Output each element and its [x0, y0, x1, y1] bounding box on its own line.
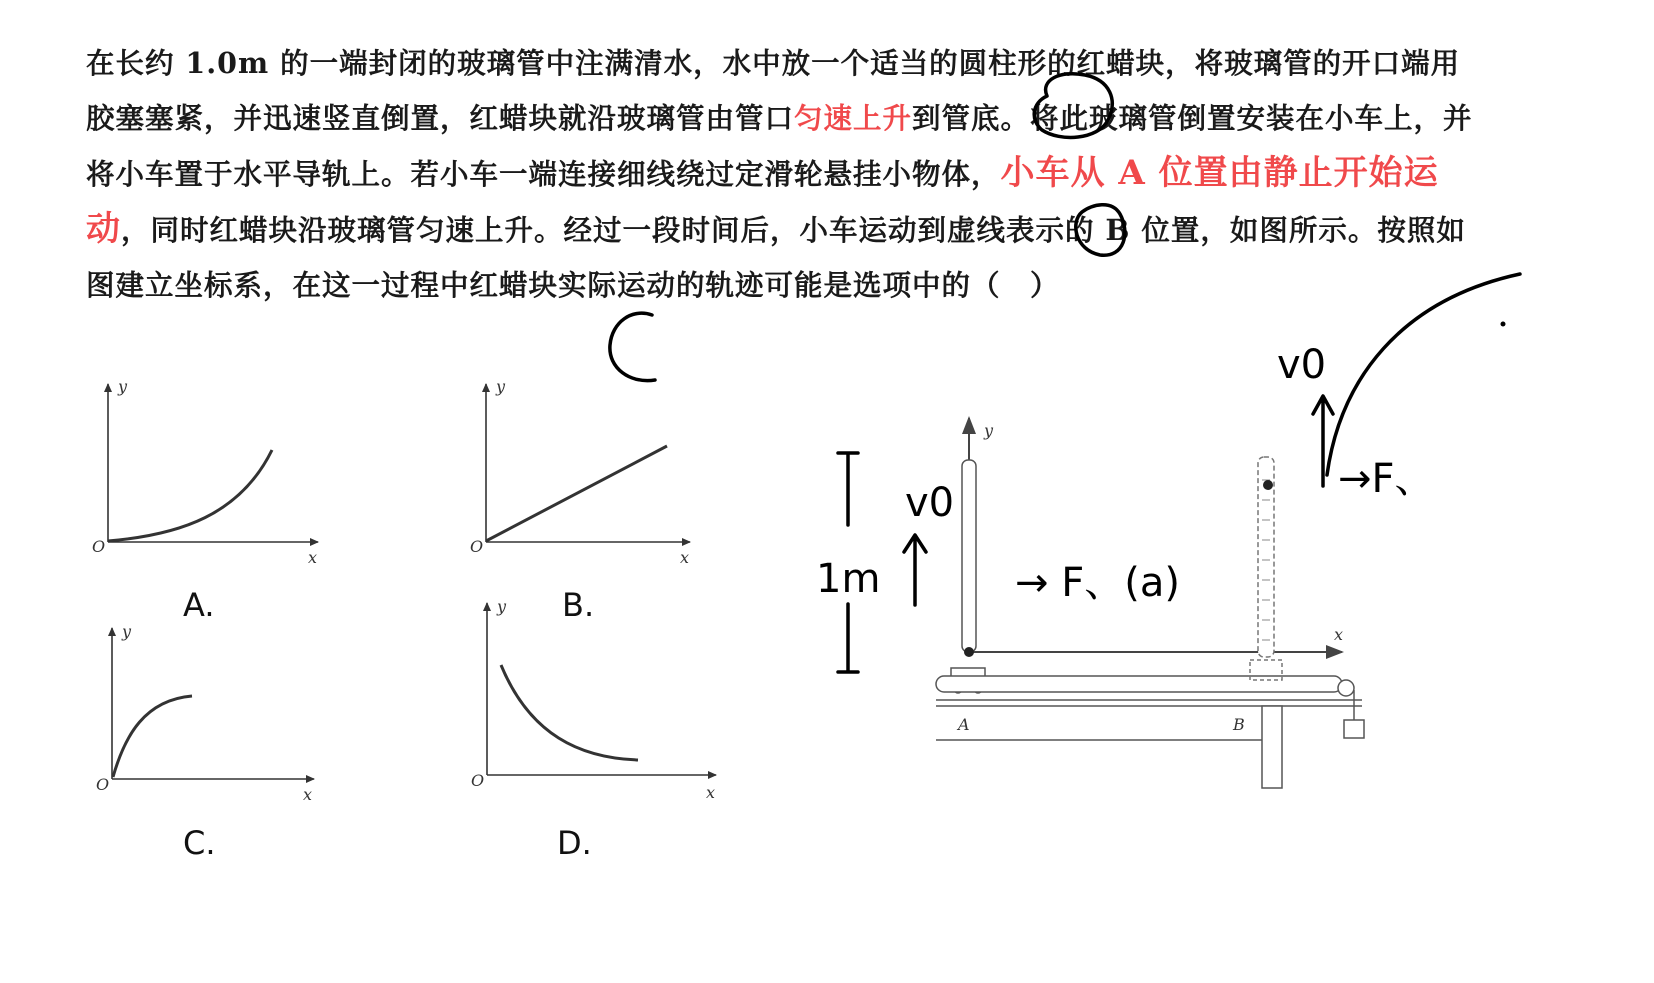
position-b-label: B	[1233, 715, 1245, 734]
track	[936, 676, 1342, 692]
highlight-cart-start: 小车从 A 位置由静止开始运动	[86, 153, 1439, 249]
wax-block-b	[1263, 480, 1273, 490]
length-label: 1m	[816, 556, 881, 602]
wax-block-a	[964, 647, 974, 657]
apparatus-y-label: y	[984, 421, 994, 440]
length-bracket-top	[838, 453, 858, 525]
question-seg1: 在长约 1.0m 的一端封闭的玻璃管中注满清水，水中放一个适当的圆柱形的红蜡块，将玻璃管的开口端用胶塞塞紧，并迅速竖直倒置，红蜡块就沿玻璃管由管口	[86, 46, 1461, 135]
force-right-label: →F、	[1338, 456, 1435, 502]
highlight-uniform-rise: 匀速上升	[794, 101, 913, 135]
v0-left-label: v0	[905, 480, 955, 526]
y-axis-label: y	[496, 377, 506, 396]
x-axis-label: x	[706, 783, 716, 802]
curve-d	[501, 665, 638, 760]
handwritten-annotations	[610, 74, 1520, 672]
v0-right-label: v0	[1277, 342, 1327, 388]
origin-label: O	[96, 775, 110, 794]
question-seg2: 到管底。将此玻璃管倒置安装在小车上，并将小车置于水平导轨上。若小车一端连接细线绕过定滑轮悬挂小物体，	[86, 101, 1473, 191]
hanging-mass	[1344, 720, 1364, 738]
option-c-label[interactable]: C.	[183, 824, 216, 862]
position-a-label: A	[958, 715, 970, 734]
curve-c	[113, 696, 192, 777]
option-c-graph[interactable]	[96, 622, 314, 804]
circle-mark-1	[1034, 74, 1112, 138]
v0-left-arrow	[904, 535, 926, 605]
trajectory-sketch	[1327, 274, 1520, 475]
option-a-graph[interactable]	[92, 377, 318, 567]
circle-mark-answer	[610, 313, 655, 380]
origin-label: O	[471, 771, 485, 790]
apparatus-x-label: x	[1334, 625, 1344, 644]
v0-right-arrow	[1313, 396, 1333, 486]
option-b-graph[interactable]	[470, 377, 690, 567]
x-axis-label: x	[308, 548, 318, 567]
circle-mark-2	[1076, 205, 1125, 256]
x-axis-label: x	[680, 548, 690, 567]
glass-tube-a	[962, 460, 976, 652]
origin-label: O	[470, 537, 484, 556]
y-axis-label: y	[497, 597, 507, 616]
curve-b	[486, 446, 667, 541]
pulley	[1338, 680, 1354, 696]
force-a-label: → F、(a)	[1015, 560, 1180, 606]
option-b-label[interactable]: B.	[562, 586, 595, 624]
option-d-graph[interactable]	[471, 597, 716, 802]
origin-label: O	[92, 537, 106, 556]
curve-a	[108, 450, 272, 541]
option-d-label[interactable]: D.	[557, 824, 592, 862]
y-axis-label: y	[118, 377, 128, 396]
option-a-label[interactable]: A.	[183, 586, 215, 624]
x-axis-label: x	[303, 785, 313, 804]
length-bracket-bottom	[838, 604, 858, 672]
question-seg3: ，同时红蜡块沿玻璃管匀速上升。经过一段时间后，小车运动到虚线表示的 B 位置，如图所示。按照如图建立坐标系，在这一过程中红蜡块实际运动的轨迹可能是选项中的（ ）	[86, 213, 1466, 302]
table-leg	[1262, 706, 1282, 788]
y-axis-label: y	[122, 622, 132, 641]
